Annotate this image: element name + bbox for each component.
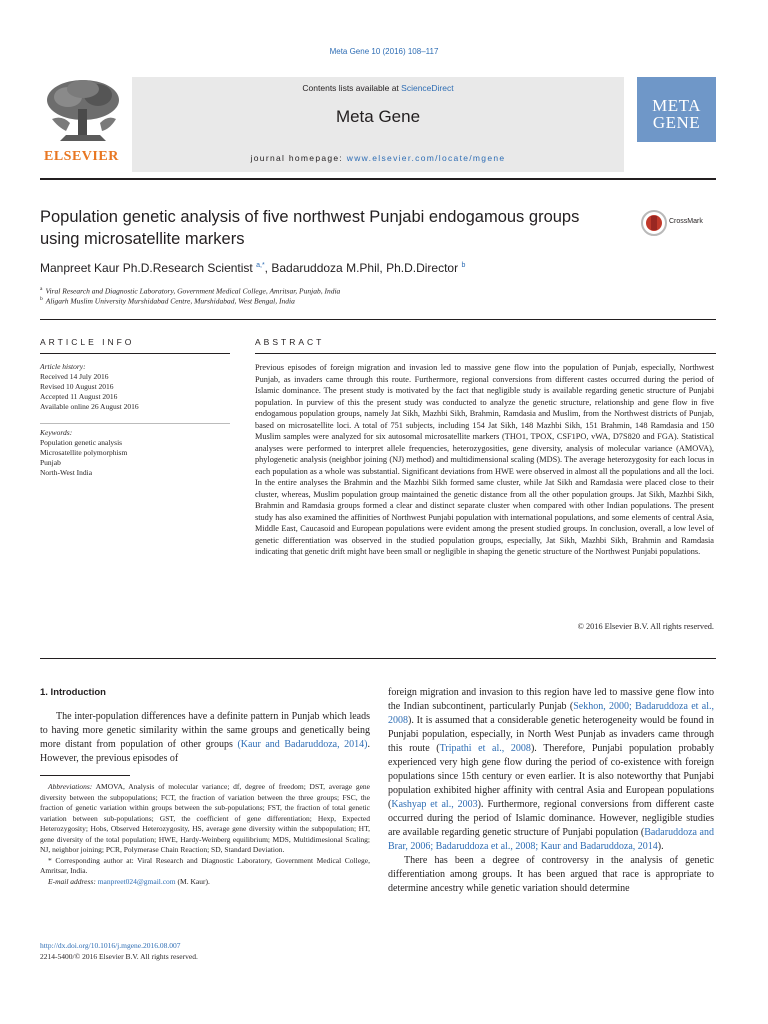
corresponding-author-footnote: * Corresponding author at: Viral Research and Diagnostic Laboratory, Government Medical College, Amritsar, India.	[40, 855, 370, 875]
intro-text: ). Furthermore, regional conversions from different caste occurred during the period of Islamic dominance. However, negligible studies are available regarding genetic structure of Punjabi population (	[388, 799, 714, 838]
journal-banner	[132, 77, 624, 172]
doi-footer	[40, 940, 198, 962]
intro-paragraph-1	[40, 710, 370, 766]
citation-link[interactable]: Sekhon, 2000; Badaruddoza et al., 2008	[388, 701, 714, 726]
intro-right-column	[388, 686, 714, 896]
author-1[interactable]: Manpreet Kaur Ph.D.Research Scientist	[40, 261, 253, 275]
affiliation-a-text: Viral Research and Diagnostic Laboratory, Government Medical College, Amritsar, Punjab, India	[45, 286, 341, 296]
contents-available-line	[132, 83, 624, 93]
affiliation-b-marker: b	[40, 296, 43, 302]
keywords-label: Keywords:	[40, 428, 73, 437]
crossmark-badge[interactable]	[641, 209, 721, 237]
intro-left-column	[40, 710, 370, 766]
abbreviations-label: Abbreviations:	[48, 782, 93, 791]
crossmark-label: CrossMark	[669, 218, 703, 225]
affiliation-b	[40, 296, 295, 306]
cover-line-1: META	[652, 96, 701, 115]
elsevier-logo-text: ELSEVIER	[44, 149, 119, 164]
author-2[interactable]: Badaruddoza M.Phil, Ph.D.Director	[271, 261, 459, 275]
affiliation-divider	[40, 319, 716, 320]
cover-title	[637, 97, 716, 131]
journal-homepage-line	[132, 153, 624, 163]
header-divider	[40, 178, 716, 180]
abbreviations-text: AMOVA, Analysis of molecular variance; df, degree of freedom; DST, average gene diversity between the subpopulations; FCT, the fraction of variation between the three groups; FSC, the fraction of genetic variation within groups between the sub-populations; FST, the fraction of total genetic variation between sub-populations; GST, the coefficient of gene differentiation; Hexp, Expected Heterozygosity; Hobs, Observed Heterozygosity, HS, average gene diversity within the subpopulation; HT, gene diversity of the total population; HWE, Hardy-Weinberg equilibrium; MDS, Multidimesional Scaling; NJ, neighbor joining; PCR, Polymerase Chain Reaction; SD, Standard Deviation.	[40, 782, 370, 854]
contents-prefix: Contents lists available at	[302, 83, 402, 93]
citation-link[interactable]: (Kaur and Badaruddoza, 2014)	[237, 739, 368, 750]
keyword-item: Population genetic analysis	[40, 438, 123, 447]
intro-right-paragraph-2: There has been a degree of controversy in the analysis of genetic differentiation among groups. It has been argued that race is appropriate to determine ancestry while genetic variation should determine	[388, 855, 714, 894]
footnote-rule	[40, 775, 130, 776]
received-date: Received 14 July 2016	[40, 372, 109, 381]
author-line	[40, 261, 465, 275]
homepage-prefix: journal homepage:	[250, 153, 347, 163]
homepage-link[interactable]: www.elsevier.com/locate/mgene	[346, 153, 506, 163]
accepted-date: Accepted 11 August 2016	[40, 392, 118, 401]
email-label: E-mail address:	[48, 876, 96, 886]
intro-text: foreign migration and invasion to this region have led to massive gene flow into the Indian subcontinent, particularly Punjab (	[388, 687, 714, 712]
abstract-copyright: © 2016 Elsevier B.V. All rights reserved.	[577, 622, 714, 631]
email-suffix: (M. Kaur).	[175, 876, 210, 886]
journal-name: Meta Gene	[335, 107, 421, 126]
author-separator: ,	[264, 261, 272, 275]
journal-citation[interactable]: Meta Gene 10 (2016) 108–117	[329, 47, 439, 56]
affiliation-a-marker: a	[40, 286, 43, 292]
article-title: Population genetic analysis of five northwest Punjabi endogamous groups using microsatellite markers	[40, 208, 580, 248]
revised-date: Revised 10 August 2016	[40, 382, 114, 391]
abstract-text: Previous episodes of foreign migration and invasion led to massive gene flow into the population of Punjab, especially, Northwest Punjab, as invaders came through this route. Furthermore, regional conversions from different castes occurred during the period of Islamic dominance. The present study is motivated by the fact that negligible study is available regarding genetic structure of Punjabi population. In purview of this the present study was conducted to analyze the genetic structure, relationship and gene flow in five endogamous population groups, namely Jat Sikh, Mazhbi Sikh, Brahmin, Ramdasia and Muslim, from the Northwest districts of Punjab, based on microsatellite loci. A total of 751 subjects, including 154 Jat Sikh, 148 Mazhbi Sikh, 151 Brahmin, 148 Ramdasia and 150 Muslim samples were analyzed for six autosomal microsatellite markers (THO1, TPOX, CSF1PO, vWA, D7S820 and FGA). Statistical analyses were performed to interpret allele frequencies, heterozygosities, gene diversity, analysis of molecular variance (AMOVA), phylogenetic analysis (neighbor joining (NJ) method) and multidimensional scaling (MDS). The average heterozygosity for each locus in each population as a whole was substantial. Significant deviations from HWE were observed in almost all the populations and all the loci. In the entire analyses the Brahmin and the Mazhbi Sikh formed same cluster, while Jat Sikh and Ramdasia were placed close to their cluster, whereas, Muslim population group maintained the genetic distance from all the other population groups. Jat Sikh, Mazhbi Sikh, Brahmin and Ramdasia groups formed a clear and distinct separate cluster when compared with other Indian populations. The present study has also examined the affinities of Northwest Punjabi population with international populations, and some elements of central Asia, Middle East, Caucasoid and European populations were evident among the present studied groups. In conclusion, overall, a low level of genetic differentiation was observed in the studied population groups, especially, Jat Sikh, Mazhbi Sikh, Brahmin and Ramdasia indicating that genetic drift might have been small or negligible in shaping the genetic structure of the Northwest Punjabi populations.	[255, 363, 714, 556]
intro-text: ). It is assumed that a considerable genetic heterogeneity would be found in Punjabi population, especially, in North West Punjab as invaders came through this route (	[388, 715, 714, 754]
article-info-heading: ARTICLE INFO	[40, 337, 135, 347]
article-info-rule	[40, 353, 230, 354]
intro-p1-text: The inter-population differences have a definite pattern in Punjab which leads to having more genetic similarity within the same groups and genetically being more distant from population of other groups	[40, 711, 370, 750]
keyword-item: North-West India	[40, 468, 93, 477]
citation-link[interactable]: Kashyap et al., 2003	[391, 799, 478, 810]
cover-line-2: GENE	[652, 113, 701, 132]
keywords-block	[40, 428, 230, 478]
affiliation-b-text: Aligarh Muslim University Murshidabad Centre, Murshidabad, West Bengal, India	[45, 296, 295, 306]
journal-cover-thumbnail[interactable]	[637, 77, 716, 142]
crossmark-icon	[641, 209, 667, 237]
author-2-affil-marker[interactable]: b	[461, 262, 466, 269]
intro-p1-end: . However, the previous episodes of	[40, 739, 370, 764]
doi-link[interactable]: http://dx.doi.org/10.1016/j.mgene.2016.08.007	[40, 941, 181, 950]
journal-header	[40, 75, 716, 175]
keyword-item: Microsatellite polymorphism	[40, 448, 128, 457]
abstract-rule	[255, 353, 716, 354]
footnotes	[40, 782, 370, 887]
abstract-end-divider	[40, 658, 716, 659]
citation-link[interactable]: Badaruddoza and Brar, 2006; Badaruddoza et al., 2008; Kaur and Badaruddoza, 2014	[388, 827, 714, 852]
citation-link[interactable]: Tripathi et al., 2008	[439, 743, 531, 754]
affiliation-a	[40, 286, 340, 296]
abbreviations-footnote	[40, 782, 370, 856]
online-date: Available online 26 August 2016	[40, 402, 139, 411]
intro-text: ). Therefore, Punjabi population probably experienced very high gene flow during the period of co-existence with foreign populations since 15th century or even earlier. It is also noteworthy that Punjabi population exhibited higher affinity with central Asia and European populations (	[388, 743, 715, 810]
email-link[interactable]: manpreet024@gmail.com	[97, 876, 176, 886]
history-label: Article history:	[40, 362, 86, 371]
introduction-heading: 1. Introduction	[40, 687, 106, 698]
email-footnote	[40, 877, 370, 888]
sciencedirect-link[interactable]: ScienceDirect	[401, 83, 454, 93]
intro-right-paragraph-1	[388, 686, 714, 854]
abstract-heading: ABSTRACT	[255, 337, 325, 347]
history-keywords-divider	[40, 423, 230, 424]
keyword-item: Punjab	[40, 458, 61, 467]
article-history	[40, 362, 230, 412]
issn-line: 2214-5400/© 2016 Elsevier B.V. All rights reserved.	[40, 952, 198, 961]
intro-text: ).	[657, 841, 664, 852]
author-1-affil-marker[interactable]: a,*	[256, 262, 265, 269]
